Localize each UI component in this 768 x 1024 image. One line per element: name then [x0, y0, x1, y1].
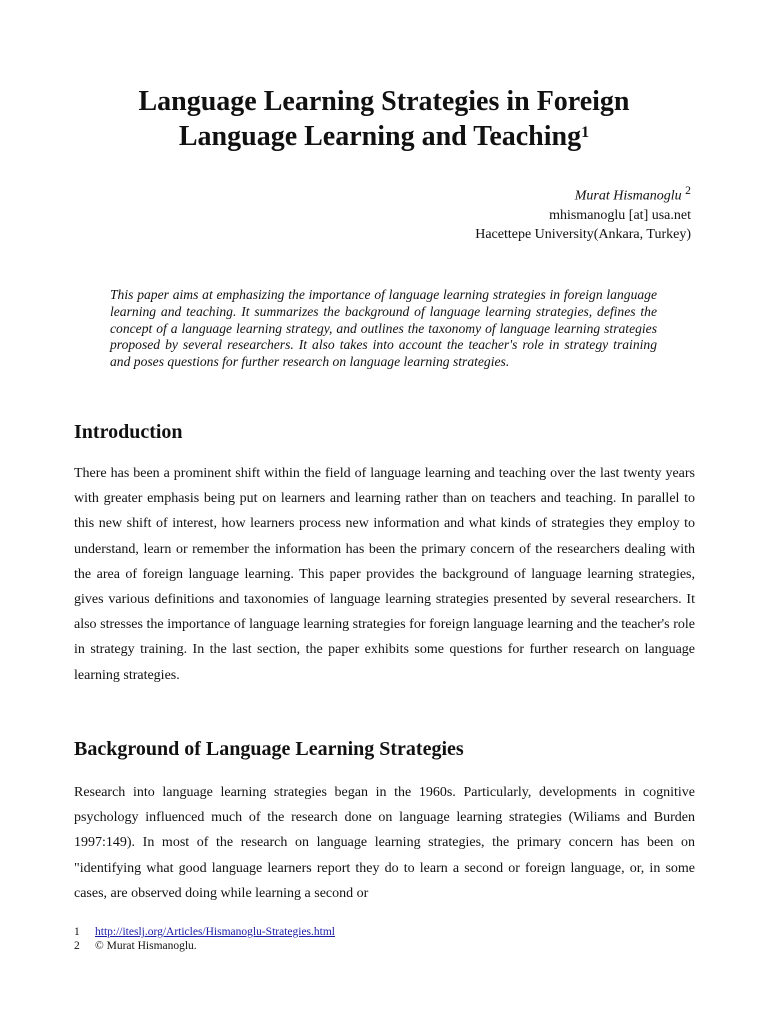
section-heading-introduction: Introduction: [74, 421, 183, 443]
title-line-2: Language Learning and Teaching: [178, 121, 582, 152]
section-body-introduction: There has been a prominent shift within the field of language learning and teaching over the last twenty years with greater emphasis being put on learners and learning rather than on teachers and teaching. In parallel to this new shift of interest, how learners process new information and what kinds of strategies they employ to understand, learn or remember the information has been the primary concern of the researchers dealing with the area of foreign language learning. This paper provides the background of language learning strategies, gives various definitions and taxonomies of language learning strategies presented by several researchers. It also stresses the importance of language learning strategies for foreign language learning and the teacher's role in strategy training. In the last section, the paper exhibits some questions for further research on language learning strategies.: [74, 466, 695, 683]
footnote-link[interactable]: http://iteslj.org/Articles/Hismanoglu-Strategies.html: [95, 926, 335, 938]
footnote-number: 2: [74, 940, 80, 952]
author-affiliation: Hacettepe University(Ankara, Turkey): [475, 226, 691, 242]
author-footnote-mark: 2: [685, 184, 691, 197]
author-email: mhismanoglu [at] usa.net: [549, 207, 691, 223]
footnote-2: [74, 939, 335, 953]
author-name: Murat Hismanoglu: [574, 188, 682, 204]
author-block: [475, 181, 691, 244]
footnote-number: 1: [74, 926, 80, 938]
footnote-1: [74, 925, 335, 939]
title-line-1: Language Learning Strategies in Foreign: [138, 86, 630, 117]
title-footnote-mark: 1: [581, 124, 590, 141]
section-body-background: Research into language learning strategies began in the 1960s. Particularly, developments in cognitive psychology influenced much of the research done on language learning strategies (Wiliams and Burden 1997:149). In most of the research on language learning strategies, the primary concern has been on "identifying what good language learners report they do to learn a second or foreign language, or, in some cases, are observed doing while learning a second or: [74, 785, 695, 901]
paper-title: [60, 84, 708, 154]
section-heading-background: Background of Language Learning Strategies: [74, 738, 464, 760]
footnotes: [74, 925, 335, 953]
footnote-text: © Murat Hismanoglu.: [95, 940, 197, 952]
abstract: This paper aims at emphasizing the importance of language learning strategies in foreign language learning and teaching. It summarizes the background of language learning strategies, defines the concept of a language learning strategy, and outlines the taxonomy of language learning strategies proposed by several researchers. It also takes into account the teacher's role in strategy training and poses questions for further research on language learning strategies.: [110, 287, 657, 370]
